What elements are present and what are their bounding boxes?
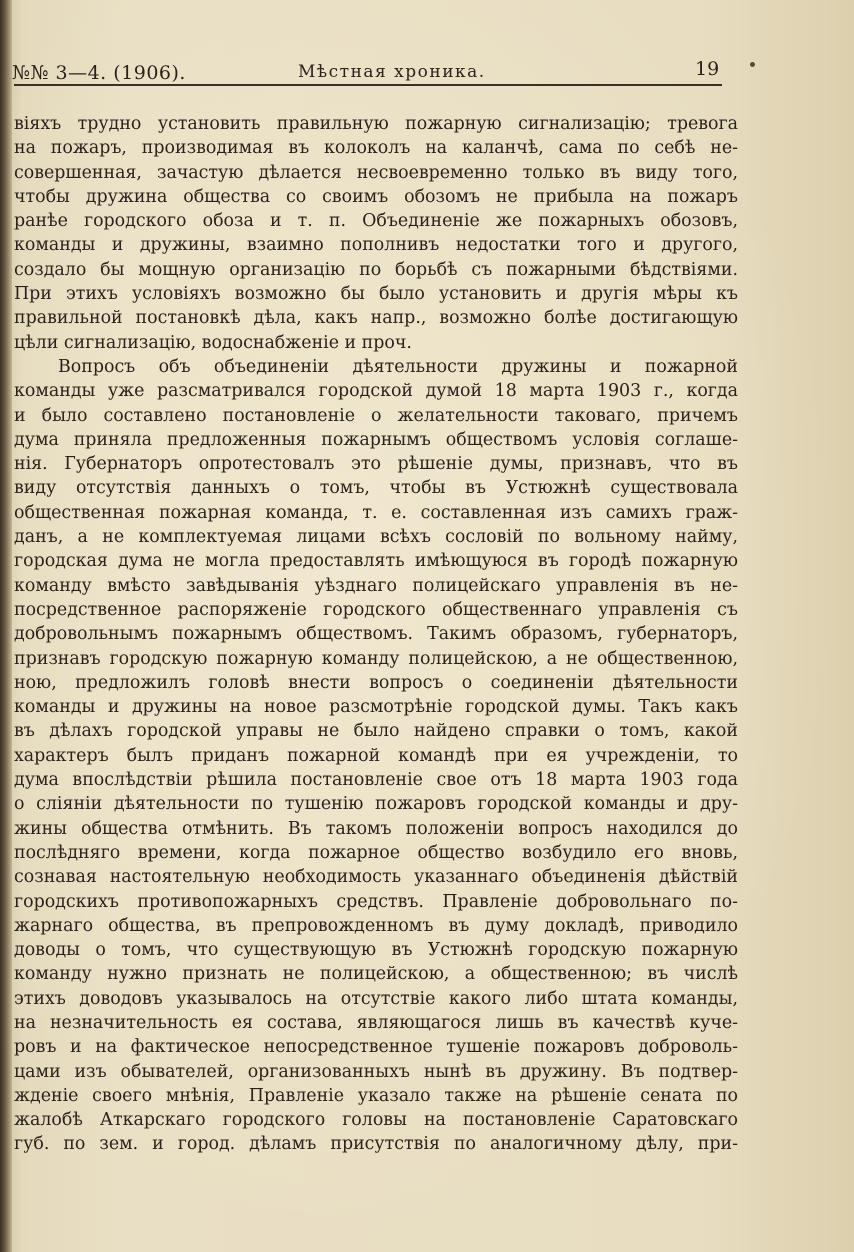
text-line: губ. по зем. и город. дѣламъ присутствія по аналогичному дѣлу, при- — [14, 1134, 738, 1155]
text-line: жалобѣ Аткарскаго городского головы на постановленіе Саратовскаго — [14, 1110, 738, 1131]
text-line: городскихъ противопожарныхъ средствъ. Правленіе добровольнаго по- — [14, 891, 738, 912]
text-line: совершенная, зачастую дѣлается несвоевременно только въ виду того, — [14, 162, 738, 183]
text-line: и было составлено постановленіе о желательности таковаго, причемъ — [14, 405, 738, 426]
text-line: При этихъ условіяхъ возможно бы было установить и другія мѣры къ — [14, 284, 738, 305]
text-line: доводы о томъ, что существующую въ Устюжнѣ городскую пожарную — [14, 940, 738, 961]
page-binding-edge — [0, 0, 12, 1252]
issue-number: №№ 3—4. (1906). — [12, 62, 186, 84]
text-line: въ дѣлахъ городской управы не было найдено справки о томъ, какой — [14, 721, 738, 742]
text-line: цѣли сигнализацію, водоснабженіе и проч. — [14, 332, 412, 353]
paragraph-start-line: Вопросъ объ объединеніи дѣятельности дружины и пожарной — [58, 356, 738, 377]
text-line: команды уже разсматривался городской думой 18 марта 1903 г., когда — [14, 381, 738, 402]
text-line: правильной постановкѣ дѣла, какъ напр., возможно болѣе достигающую — [14, 308, 738, 329]
text-line: жарнаго общества, въ препровожденномъ въ думу докладѣ, приводило — [14, 915, 738, 936]
text-line: признавъ городскую пожарную команду полицейскою, а не общественною, — [14, 648, 738, 669]
text-line: на пожаръ, производимая въ колоколъ на каланчѣ, сама по себѣ не- — [14, 138, 738, 159]
text-line: команды и дружины, взаимно пополнивъ недостатки того и другого, — [14, 235, 738, 256]
text-line: жденіе своего мнѣнія, Правленіе указало также на рѣшеніе сената по — [14, 1085, 738, 1106]
text-line: создало бы мощную организацію по борьбѣ съ пожарными бѣдствіями. — [14, 259, 738, 280]
text-line: о сліяніи дѣятельности по тушенію пожаровъ городской команды и дру- — [14, 794, 738, 815]
text-line: послѣдняго времени, когда пожарное общество возбудило его вновь, — [14, 842, 738, 863]
text-line: дума впослѣдствіи рѣшила постановленіе свое отъ 18 марта 1903 года — [14, 770, 738, 791]
text-line: виду отсутствія данныхъ о томъ, чтобы въ Устюжнѣ существовала — [14, 478, 738, 499]
text-line: жины общества отмѣнить. Въ такомъ положеніи вопросъ находился до — [14, 818, 738, 839]
article-text — [14, 112, 738, 1157]
section-title: Мѣстная хроника. — [298, 62, 486, 82]
ink-speck — [750, 62, 755, 67]
text-line: сознавая настоятельную необходимость указаннаго объединенія дѣйствій — [14, 867, 738, 888]
text-line: команду вмѣсто завѣдыванія уѣзднаго полицейскаго управленія въ не- — [14, 575, 738, 596]
text-line: ровъ и на фактическое непосредственное тушеніе пожаровъ доброволь- — [14, 1037, 738, 1058]
text-line: добровольнымъ пожарнымъ обществомъ. Такимъ образомъ, губернаторъ, — [14, 624, 738, 645]
page-number: 19 — [695, 58, 720, 80]
text-line: общественная пожарная команда, т. е. составленная изъ самихъ граж- — [14, 502, 738, 523]
text-line: данъ, а не комплектуемая лицами всѣхъ сословій по вольному найму, — [14, 527, 738, 548]
text-line: ранѣе городского обоза и т. п. Объединеніе же пожарныхъ обозовъ, — [14, 211, 738, 232]
header-rule — [14, 84, 722, 86]
text-line: этихъ доводовъ указывалось на отсутствіе какого либо штата команды, — [14, 988, 738, 1009]
text-line: дума приняла предложенныя пожарнымъ обществомъ условія соглаше- — [14, 429, 738, 450]
text-line: віяхъ трудно установить правильную пожарную сигнализацію; тревога — [14, 114, 738, 134]
text-line: посредственное распоряженіе городского общественнаго управленія съ — [14, 599, 738, 620]
text-line: на незначительность ея состава, являющагося лишь въ качествѣ куче- — [14, 1012, 738, 1033]
text-line: характеръ былъ приданъ пожарной командѣ при ея учрежденіи, то — [14, 745, 738, 766]
text-line: ною, предложилъ головѣ внести вопросъ о соединеніи дѣятельности — [14, 672, 738, 693]
text-line: команды и дружины на новое разсмотрѣніе городской думы. Такъ какъ — [14, 697, 738, 718]
text-line: команду нужно признать не полицейскою, а общественною; въ числѣ — [14, 964, 738, 985]
text-line: нія. Губернаторъ опротестовалъ это рѣшеніе думы, признавъ, что въ — [14, 454, 738, 475]
text-line: цами изъ обывателей, организованныхъ нынѣ въ дружину. Въ подтвер- — [14, 1061, 738, 1082]
text-line: городская дума не могла предоставлять имѣющуюся въ городѣ пожарную — [14, 551, 738, 572]
text-line: чтобы дружина общества со своимъ обозомъ не прибыла на пожаръ — [14, 186, 738, 207]
